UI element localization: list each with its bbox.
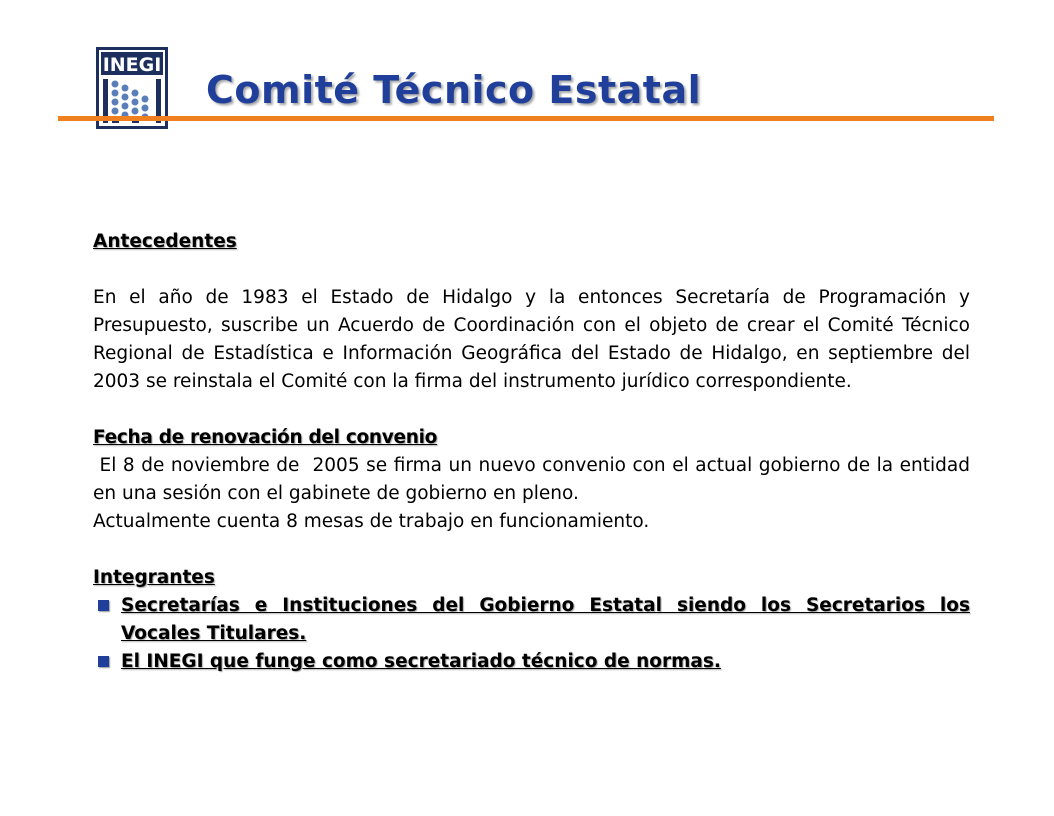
title-divider xyxy=(58,116,994,121)
antecedentes-body: En el año de 1983 el Estado de Hidalgo y la entonces Secretaría de Programación y Presupuesto, suscribe un Acuerdo de Coordinación con el objeto de crear el Comité Técnico Regional de Estadística e Información Geográfica del Estado de Hidalgo, en septiembre del 2003 se reinstala el Comité con la firma del instrumento jurídico correspondiente. xyxy=(93,287,970,392)
renovacion-body: El 8 de noviembre de 2005 se firma un nuevo convenio con el actual gobierno de la entidad en una sesión con el gabinete de gobierno en pleno. xyxy=(93,455,976,504)
list-item xyxy=(93,648,970,676)
integrantes-list xyxy=(93,592,970,676)
spacer xyxy=(93,396,970,424)
logo-text: INEGI xyxy=(102,54,162,76)
list-item-text: El INEGI que funge como secretariado técnico de normas. xyxy=(121,651,721,672)
integrantes-heading: Integrantes xyxy=(93,567,215,588)
spacer xyxy=(93,256,970,284)
page-title: Comité Técnico Estatal xyxy=(206,68,702,112)
list-item xyxy=(93,592,970,648)
square-bullet-icon xyxy=(98,600,109,611)
slide-content xyxy=(93,228,976,676)
spacer xyxy=(93,536,970,564)
renovacion-heading: Fecha de renovación del convenio xyxy=(93,427,438,448)
renovacion-note: Actualmente cuenta 8 mesas de trabajo en funcionamiento. xyxy=(93,511,650,532)
antecedentes-heading: Antecedentes xyxy=(93,231,237,252)
square-bullet-icon xyxy=(98,656,109,667)
list-item-text: Secretarías e Instituciones del Gobierno Estatal siendo los Secretarios los Vocales Titulares. xyxy=(121,595,970,644)
